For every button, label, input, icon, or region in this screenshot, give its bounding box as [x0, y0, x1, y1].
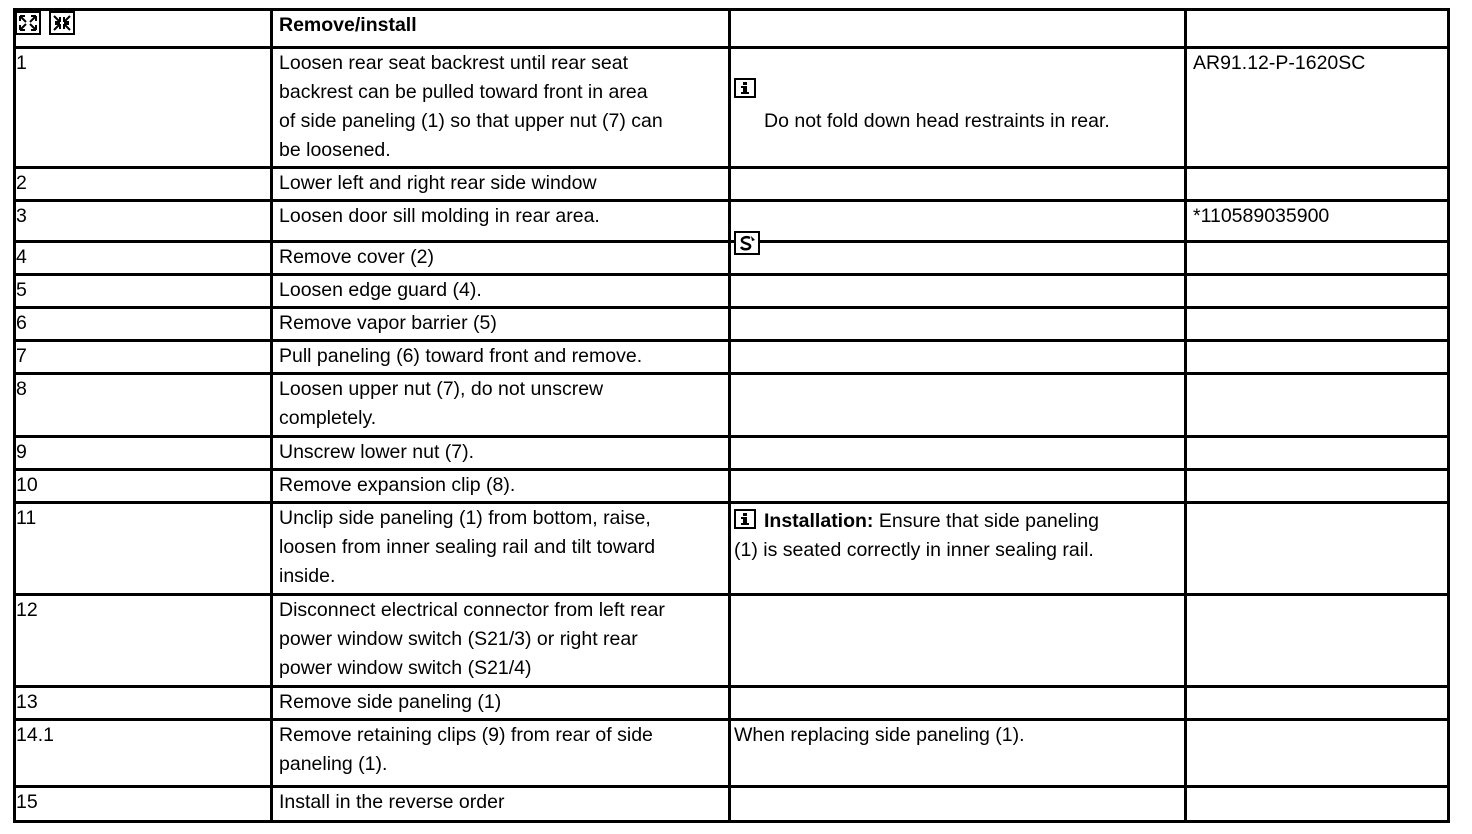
table-border: [1447, 8, 1450, 823]
step-text: Remove vapor barrier (5): [279, 312, 497, 334]
step-text: Lower left and right rear side window: [279, 172, 597, 194]
step-number: 8: [16, 378, 27, 400]
note-label: Installation:: [764, 510, 874, 532]
step-number: 1: [16, 52, 27, 74]
step-text: Disconnect electrical connector from left rear power window switch (S21/3) or right rear power window switch (S21/4): [279, 599, 665, 679]
step-text: Install in the reverse order: [279, 791, 505, 813]
step-text: Remove retaining clips (9) from rear of side paneling (1).: [279, 724, 653, 775]
column-divider: [270, 8, 273, 823]
step-number: 15: [16, 791, 38, 813]
step-number: 11: [16, 507, 37, 529]
header-icons: [15, 11, 83, 38]
step-number: 7: [16, 345, 27, 367]
step-text: Unclip side paneling (1) from bottom, raise, loosen from inner sealing rail and tilt toward inside.: [279, 507, 656, 587]
table-border: [13, 8, 1450, 11]
reference-link[interactable]: AR91.12-P-1620SC: [1193, 52, 1366, 74]
note-text: Ensure that side paneling (1) is seated correctly in inner sealing rail.: [734, 510, 1099, 561]
step-text: Pull paneling (6) toward front and remove.: [279, 345, 643, 367]
note-text: Do not fold down head restraints in rear.: [764, 110, 1110, 132]
info-icon[interactable]: [734, 509, 756, 529]
step-number: 6: [16, 312, 27, 334]
procedure-table: [13, 8, 1450, 823]
step-number: 3: [16, 205, 27, 227]
step-text: Loosen door sill molding in rear area.: [279, 205, 600, 227]
section-title: Remove/install: [279, 14, 417, 36]
step-text: Loosen upper nut (7), do not unscrew completely.: [279, 378, 604, 429]
step-note: [734, 49, 1180, 136]
collapse-arrows-icon[interactable]: [49, 11, 75, 35]
step-number: 14.1: [16, 724, 54, 746]
step-number: 4: [16, 246, 27, 268]
step-text: Remove side paneling (1): [279, 691, 502, 713]
step-text: Unscrew lower nut (7).: [279, 441, 475, 463]
info-icon[interactable]: [734, 78, 756, 98]
step-note: When replacing side paneling (1).: [734, 724, 1025, 746]
tool-number-link[interactable]: *110589035900: [1193, 205, 1330, 227]
step-number: 12: [16, 599, 38, 621]
table-border: [13, 820, 1450, 823]
step-number: 2: [16, 172, 27, 194]
step-number: 13: [16, 691, 38, 713]
step-number: 10: [16, 474, 38, 496]
expand-arrows-icon[interactable]: [15, 11, 41, 35]
special-tool-icon[interactable]: [734, 231, 760, 255]
step-note: [734, 202, 1180, 289]
step-text: Loosen rear seat backrest until rear seat backrest can be pulled toward front in area of side paneling (1) so that upper nut (7) can be loosened.: [279, 52, 663, 161]
column-divider: [728, 8, 731, 823]
step-text: Remove cover (2): [279, 246, 434, 268]
step-number: 9: [16, 441, 27, 463]
column-divider: [1184, 8, 1187, 823]
step-note: [734, 507, 1180, 565]
step-text: Remove expansion clip (8).: [279, 474, 516, 496]
step-text: Loosen edge guard (4).: [279, 279, 482, 301]
step-number: 5: [16, 279, 27, 301]
